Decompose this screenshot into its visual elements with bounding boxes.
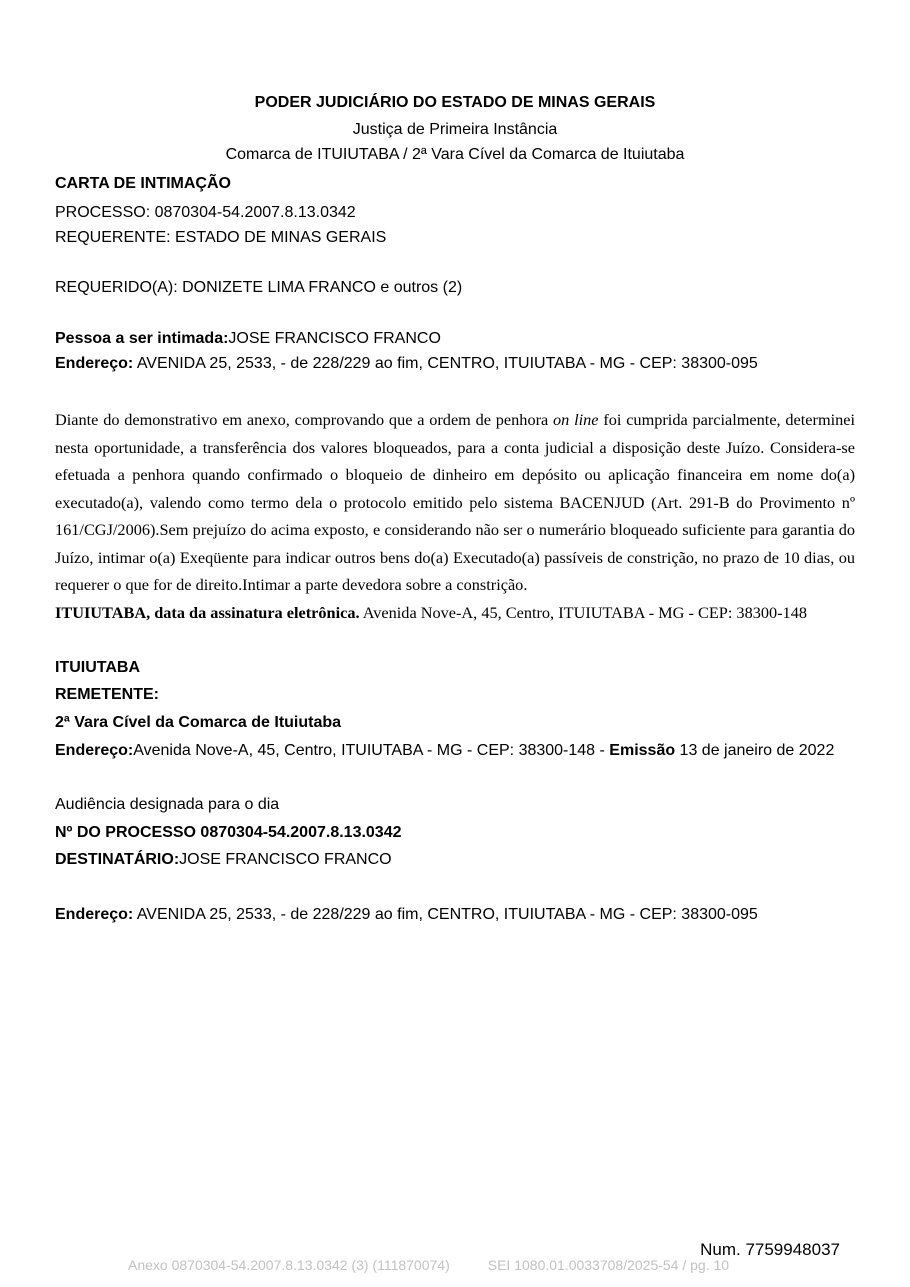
district-header: Comarca de ITUIUTABA / 2ª Vara Cível da Comarca de Ituiutaba bbox=[225, 146, 685, 163]
case-requerente: REQUERENTE: ESTADO DE MINAS GERAIS bbox=[55, 229, 387, 246]
document-number: Num. 7759948037 bbox=[700, 1240, 840, 1259]
body-text-start: Diante do demonstrativo em anexo, comprovando que a ordem de penhora bbox=[55, 410, 554, 429]
recipient-address: AVENIDA 25, 2533, - de 228/229 ao fim, CENTRO, ITUIUTABA - MG - CEP: 38300-095 bbox=[133, 906, 758, 923]
case-requerido: REQUERIDO(A): DONIZETE LIMA FRANCO e outros (2) bbox=[55, 279, 463, 296]
person-address-label: Endereço: bbox=[55, 355, 134, 372]
hearing-line: Audiência designada para o dia bbox=[55, 796, 280, 813]
body-text-rest: foi cumprida parcialmente, determinei nesta oportunidade, a transferência dos valores bloqueados, para a conta judicial a disposição deste Juízo. Considera-se efetuada a penhora quando confirmado o bloqueio de dinheiro em depósito ou aplicação financeira em nome do(a) executado(a), valendo como termo dela o protocolo emitido pelo sistema BACENJUD (Art. 291-B do Provimento nº 161/CGJ/2006).Sem prejuízo do acima exposto, e considerando não ser o numerário bloqueado suficiente para garantia do Juízo, intimar o(a) Exeqüente para indicar outros bens do(a) Executado(a) passíveis de constrição, no prazo de 10 dias, ou requerer o que for de direito.Intimar a parte devedora sobre a constrição. bbox=[55, 410, 856, 594]
court-header: PODER JUDICIÁRIO DO ESTADO DE MINAS GERAIS bbox=[254, 94, 656, 111]
document-title: CARTA DE INTIMAÇÃO bbox=[55, 175, 231, 192]
sei-reference: SEI 1080.01.0033708/2025-54 / pg. 10 bbox=[487, 1257, 730, 1273]
person-line bbox=[55, 326, 855, 351]
sender-address: Avenida Nove-A, 45, Centro, ITUIUTABA - MG - CEP: 38300-148 - bbox=[133, 742, 610, 759]
case-number: PROCESSO: 0870304-54.2007.8.13.0342 bbox=[55, 204, 356, 221]
person-address: AVENIDA 25, 2533, - de 228/229 ao fim, CENTRO, ITUIUTABA - MG - CEP: 38300-095 bbox=[133, 355, 758, 372]
emission-date: 13 de janeiro de 2022 bbox=[675, 742, 835, 759]
signature-address: Avenida Nove-A, 45, Centro, ITUIUTABA - MG - CEP: 38300-148 bbox=[359, 603, 807, 622]
recipient-address-line bbox=[55, 902, 855, 927]
sender-address-block bbox=[55, 737, 855, 765]
sender-city: ITUIUTABA bbox=[55, 659, 141, 676]
person-address-line bbox=[55, 351, 855, 376]
body-italic-term: on line bbox=[553, 410, 599, 429]
person-label: Pessoa a ser intimada: bbox=[55, 330, 229, 347]
emission-label: Emissão bbox=[609, 742, 676, 759]
signature-line bbox=[55, 599, 855, 627]
sender-name: 2ª Vara Cível da Comarca de Ituiutaba bbox=[55, 714, 342, 731]
footer-stamp bbox=[128, 1257, 729, 1273]
signature-place-date: ITUIUTABA, data da assinatura eletrônica. bbox=[55, 603, 360, 622]
sender-address-label: Endereço: bbox=[55, 742, 134, 759]
recipient-name: JOSE FRANCISCO FRANCO bbox=[179, 851, 392, 868]
person-name: JOSE FRANCISCO FRANCO bbox=[228, 330, 441, 347]
process-number: Nº DO PROCESSO 0870304-54.2007.8.13.0342 bbox=[55, 824, 402, 841]
recipient-line bbox=[55, 847, 855, 872]
instance-header: Justiça de Primeira Instância bbox=[352, 121, 558, 138]
sender-label: REMETENTE: bbox=[55, 686, 159, 703]
recipient-address-label: Endereço: bbox=[55, 906, 134, 923]
recipient-label: DESTINATÁRIO: bbox=[55, 851, 180, 868]
annex-reference: Anexo 0870304-54.2007.8.13.0342 (3) (111870074) bbox=[128, 1257, 450, 1273]
body-paragraph bbox=[55, 406, 855, 599]
